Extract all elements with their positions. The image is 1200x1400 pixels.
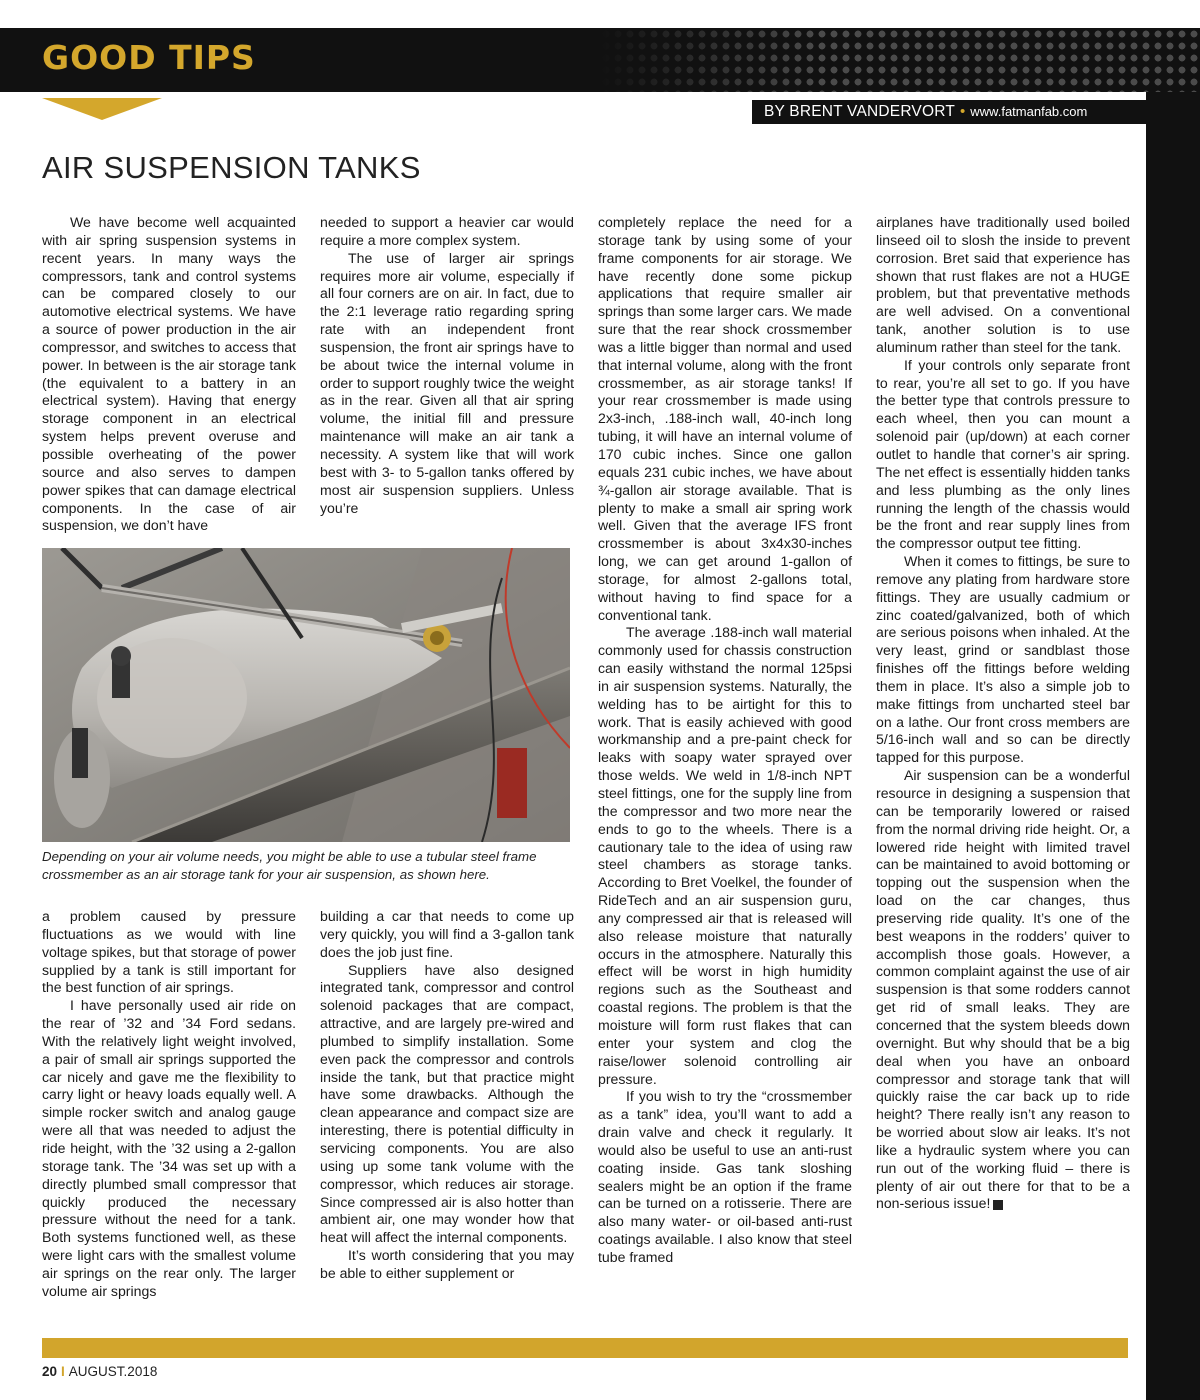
photo-caption: Depending on your air volume needs, you might be able to use a tubular steel frame crossmember as an air storage tank for your air suspension, as shown here. xyxy=(42,849,537,882)
paragraph: The use of larger air springs requires more air volume, especially if all four corners are on air. In fact, due to the 2:1 leverage ratio regarding spring rate with an independent front suspension, the front air springs have to be about twice the internal volume in order to support roughly twice the weight as in the rear. Given all that air spring volume, the initial fill and pressure maintenance will make an air tank a necessity. A system like that will work best with 3- to 5-gallon tanks offered by most air suspension suppliers. Unless you’re xyxy=(320,249,574,516)
byline-bar xyxy=(752,100,1146,124)
article-title: AIR SUSPENSION TANKS xyxy=(42,150,421,185)
page-edge-bar xyxy=(1146,92,1200,1400)
paragraph-text: Air suspension can be a wonderful resource in designing a suspension that can be temporarily lowered or raised from the normal driving ride height. Or, a lowered ride height with limited travel can be maintained to avoid bottoming or topping out the suspension when the load on the car changes, thus preserving ride quality. It’s one of the best weapons in the rodders’ quiver to accomplish those goals. However, a common complaint against the use of air suspension is that some rodders cannot get rid of small leaks. They are concerned that the system bleeds down overnight. But why should that be a big deal when you have an onboard compressor and storage tank that will quickly raise the car back up to ride height? There really isn’t any reason to be worried about slow air leaks. It’s not like a hydraulic system where you can run out of the working fluid – there is plenty of air out there for that to be a non-serious issue! xyxy=(876,767,1130,1212)
paragraph: When it comes to fittings, be sure to remove any plating from hardware store fittings. They are usually cadmium or zinc coated/galvanized, both of which are serious poisons when inhaled. At the very least, grind or sandblast those finishes off the fittings before welding them in place. It’s also a simple job to make fittings from uncharted steel bar on a lathe. Our front cross members are 5/16-inch wall and so can be directly tapped for this purpose. xyxy=(876,553,1130,766)
paragraph: needed to support a heavier car would require a more complex system. xyxy=(320,214,574,248)
section-title: GOOD TIPS xyxy=(42,38,256,77)
column-3 xyxy=(598,214,852,1267)
paragraph: It’s worth considering that you may be able to either supplement or xyxy=(320,1247,574,1281)
paragraph: The average .188-inch wall material commonly used for chassis construction can easily withstand the normal 125psi in air suspension systems. Naturally, the welding has to be airtight for this to work. That is easily achieved with good workmanship and a pre-paint check for leaks with soapy water sprayed over those welds. We weld in 1/8-inch NPT steel fittings, one for the supply line from the compressor and two more near the ends to go to the wheels. There is a cautionary tale to the idea of using raw steel chambers as storage tanks. According to Bret Voelkel, the founder of RideTech and an air suspension guru, any compressed air that is released will also release moisture that naturally occurs in the atmosphere. Naturally this effect will be worst in high humidity regions such as the Southeast and coastal regions. The problem is that the moisture will form rust flakes that can enter your system and clog the raise/lower solenoid controlling air pressure. xyxy=(598,624,852,1087)
byline-author: BY BRENT VANDERVORT xyxy=(764,103,956,120)
byline-website[interactable]: www.fatmanfab.com xyxy=(970,104,1088,119)
issue-date: AUGUST.2018 xyxy=(68,1364,158,1379)
column-2-bottom xyxy=(320,908,574,1283)
column-2-top xyxy=(320,214,574,517)
column-4 xyxy=(876,214,1130,1213)
paragraph: a problem caused by pressure fluctuations as we would with line voltage spikes, but that storage of power supplied by a tank is still important for the best function of air springs. xyxy=(42,908,296,996)
chevron-down-icon xyxy=(42,98,162,120)
paragraph: If your controls only separate front to rear, you’re all set to go. If you have the better type that controls pressure to each wheel, then you can mount a solenoid pair (up/down) at each corner outlet to handle that corner’s air spring. The net effect is essentially hidden tanks and less plumbing as the only lines running the length of the chassis would be the front and rear supply lines from the compressor output tee fitting. xyxy=(876,356,1130,552)
page-folio xyxy=(42,1364,157,1379)
footer-bar xyxy=(42,1338,1128,1358)
folio-separator: I xyxy=(61,1364,65,1379)
paragraph xyxy=(876,767,1130,1213)
end-mark-icon: GG xyxy=(993,1200,1003,1210)
paragraph: If you wish to try the “crossmember as a tank” idea, you’ll want to add a drain valve and check it regularly. It would also be useful to use an anti-rust coating inside. Gas tank sloshing sealers might be an option if the frame can be turned on a rotisserie. There are also many water- or oil-based anti-rust coatings available. I also know that steel tube framed xyxy=(598,1088,852,1265)
paragraph: building a car that needs to come up very quickly, you will find a 3-gallon tank does the job just fine. xyxy=(320,908,574,960)
bullet-icon: • xyxy=(960,103,966,120)
paragraph: Suppliers have also designed integrated tank, compressor and control solenoid packages that are compact, attractive, and are largely pre-wired and plumbed to simplify installation. Some even pack the compressor and controls inside the tank, but that practice might have some drawbacks. Although the clean appearance and compact size are interesting, there is potential difficulty in servicing components. You are also using up some tank volume with the compressor, which reduces air storage. Since compressed air is also hotter than ambient air, one may wonder how that heat will affect the internal components. xyxy=(320,961,574,1246)
paragraph: I have personally used air ride on the rear of ’32 and ’34 Ford sedans. With the relatively light weight involved, a pair of small air springs supported the car nicely and gave me the flexibility to carry light or heavy loads equally well. A simple rocker switch and analog gauge were all that was needed to adjust the ride height, with the ’32 using a 2-gallon storage tank. The ’34 was set up with a directly plumbed small compressor that quickly produced the necessary pressure without the need for a tank. Both systems functioned well, as these were light cars with the smallest volume air springs on the rear only. The larger volume air springs xyxy=(42,997,296,1299)
paragraph: completely replace the need for a storage tank by using some of your frame components for air storage. We have recently done some pickup applications that require smaller air springs than some larger cars. We made sure that the rear shock crossmember was a little bigger than normal and used that internal volume, along with the front crossmember, as air storage tanks! If your rear crossmember is made using 2x3-inch, .188-inch wall, 40-inch long tubing, it will have an internal volume of 170 cubic inches. Since one gallon equals 231 cubic inches, we have about ¾-gallon air storage available. That is plenty to make a small air spring work well. Given that the average IFS front crossmember is about 3x4x30-inches long, we can get around 1-gallon of storage, for almost 2-gallons total, without having to find space for a conventional tank. xyxy=(598,214,852,623)
page-number: 20 xyxy=(42,1364,58,1379)
paragraph: We have become well acquainted with air spring suspension systems in recent years. In many ways the compressors, tank and control systems can be compared closely to our automotive electrical systems. We have a source of power production in the air compressor, and switches to access that power. In between is the air storage tank (the equivalent to a battery in an electrical system). Having that energy storage component in an electrical system helps prevent overuse and possible overheating of the power source and also serves to dampen power spikes that can damage electrical components. In the case of air suspension, we don’t have xyxy=(42,214,296,534)
crossmember-photo xyxy=(42,548,570,842)
paragraph: airplanes have traditionally used boiled linseed oil to slosh the inside to prevent corrosion. Bret said that experience has shown that rust flakes are not a HUGE problem, but that preventative methods are well advised. On a conventional tank, another solution is to use aluminum rather than steel for the tank. xyxy=(876,214,1130,355)
column-1-top xyxy=(42,214,296,535)
column-1-bottom xyxy=(42,908,296,1301)
